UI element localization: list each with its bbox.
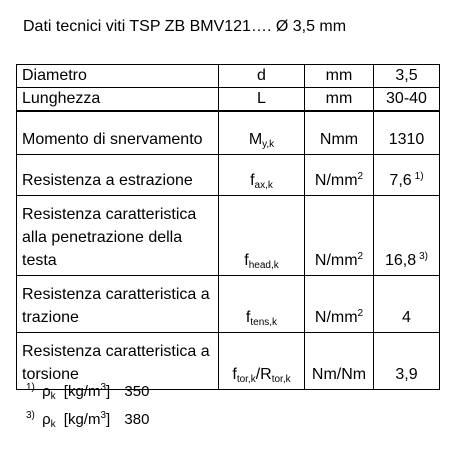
value-cell xyxy=(374,154,440,195)
value: 3,5 xyxy=(395,67,418,84)
table-row xyxy=(17,154,440,195)
symbol-main: f xyxy=(245,308,251,326)
page-title: Dati tecnici viti TSP ZB BMV121…. Ø 3,5 mm xyxy=(23,18,347,35)
symbol-cell xyxy=(219,88,305,112)
param-label: Resistenza caratteristica a trazione xyxy=(17,275,219,332)
unit-superscript: 2 xyxy=(357,307,364,319)
symbol-subscript: head,k xyxy=(248,259,279,271)
value-cell xyxy=(374,111,440,154)
table-row xyxy=(17,332,440,389)
unit-main: N/mm xyxy=(314,171,358,189)
symbol-subscript: tens,k xyxy=(250,316,278,328)
value-footnote-ref: 3) xyxy=(419,250,429,262)
density-subscript: k xyxy=(50,391,56,402)
symbol-cell xyxy=(219,195,305,275)
footnote-3 xyxy=(26,411,149,428)
symbol-cell xyxy=(219,154,305,195)
footnote-1 xyxy=(26,383,149,400)
symbol-main: M xyxy=(248,130,263,148)
param-label: Momento di snervamento xyxy=(17,111,219,154)
value: 1310 xyxy=(388,130,425,148)
technical-data-table xyxy=(16,64,440,390)
symbol-cell xyxy=(219,332,305,389)
unit-main: mm xyxy=(325,90,353,107)
density-unit: $[kg/m^3]$ xyxy=(63,382,111,400)
param-label: Resistenza caratteristica a torsione xyxy=(17,332,219,389)
value-cell xyxy=(374,65,440,88)
density-unit: $[kg/m^3]$ xyxy=(63,410,111,428)
density-symbol: ρ xyxy=(42,383,51,400)
value-cell xyxy=(374,195,440,275)
unit-main: Nm/Nm xyxy=(311,365,367,383)
value: 3,9 xyxy=(395,365,418,383)
table-row xyxy=(17,275,440,332)
param-label: Resistenza a estrazione xyxy=(17,154,219,195)
unit-main: N/mm xyxy=(314,308,358,326)
param-label: Resistenza caratteristica alla penetrazione della testa xyxy=(17,195,219,275)
density-subscript: k xyxy=(50,419,56,430)
table-row xyxy=(17,195,440,275)
unit-main: N/mm xyxy=(314,251,358,269)
value-cell xyxy=(374,332,440,389)
param-label: Diametro xyxy=(17,65,219,88)
value: 4 xyxy=(402,308,411,326)
unit-main: Nmm xyxy=(319,130,359,148)
unit-cell xyxy=(305,65,374,88)
unit-cell xyxy=(305,111,374,154)
density-symbol: ρ xyxy=(42,411,51,428)
table-row xyxy=(17,88,440,112)
footnote-mark: 1) xyxy=(26,382,35,393)
unit-superscript: 2 xyxy=(357,170,364,182)
unit-cell xyxy=(305,332,374,389)
value-footnote-ref: 1) xyxy=(414,170,424,182)
symbol-main: L xyxy=(257,90,266,107)
symbol-subscript: y,k xyxy=(262,138,275,150)
unit-cell xyxy=(305,88,374,112)
symbol-separator: /R xyxy=(255,365,272,383)
symbol-cell xyxy=(219,275,305,332)
unit-superscript: 2 xyxy=(357,250,364,262)
unit-main: mm xyxy=(325,67,353,84)
value-cell xyxy=(374,88,440,112)
symbol-main: f xyxy=(244,251,249,269)
symbol-main: f xyxy=(250,171,255,189)
unit-cell xyxy=(305,195,374,275)
table-row xyxy=(17,65,440,88)
unit-cell xyxy=(305,275,374,332)
value: 30-40 xyxy=(386,90,427,107)
value-cell xyxy=(374,275,440,332)
symbol-cell xyxy=(219,111,305,154)
symbol-subscript: ax,k xyxy=(254,179,273,191)
unit-cell xyxy=(305,154,374,195)
symbol-main: d xyxy=(257,67,266,84)
density-value: 350 xyxy=(124,383,150,400)
value: 16,8 xyxy=(384,251,417,269)
symbol-subscript: tor,k xyxy=(236,373,256,385)
value: 7,6 xyxy=(389,171,412,189)
table-row xyxy=(17,111,440,154)
symbol-cell xyxy=(219,65,305,88)
param-label: Lunghezza xyxy=(17,88,219,112)
symbol-main: f xyxy=(232,365,237,383)
density-value: 380 xyxy=(124,411,150,428)
footnote-mark: 3) xyxy=(26,410,35,421)
symbol-subscript-2: tor,k xyxy=(271,373,291,385)
